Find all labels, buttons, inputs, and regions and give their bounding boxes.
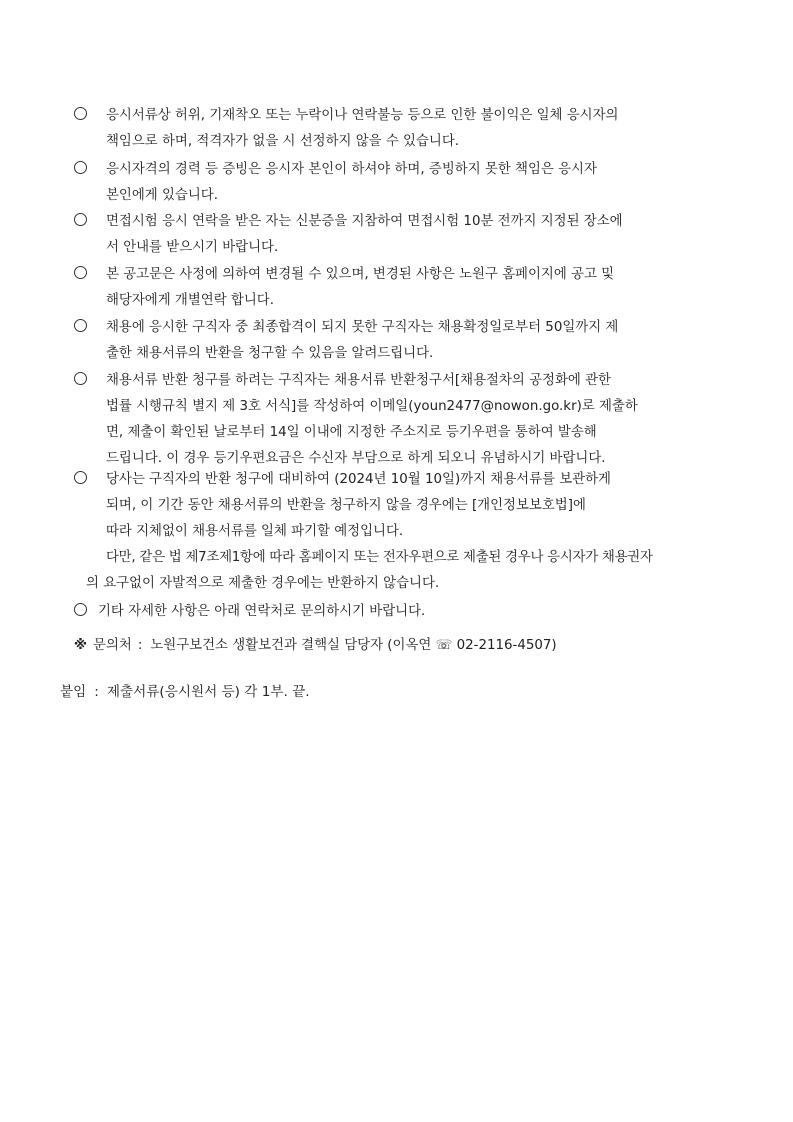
notice-line: 응시자격의 경력 등 증빙은 응시자 본인이 하셔야 하며, 증빙하지 못한 책임은 응시자 <box>106 162 597 177</box>
notice-line: 따라 지체없이 채용서류를 일체 파기할 예정입니다. <box>106 524 404 539</box>
notice-line: 서 안내를 받으시기 바랍니다. <box>106 240 279 255</box>
notice-line: 되며, 이 기간 동안 채용서류의 반환을 청구하지 않을 경우에는 [개인정보보호법]에 <box>106 498 586 513</box>
notice-line: 본인에게 있습니다. <box>106 188 218 203</box>
notice-line: 본 공고문은 사정에 의하여 변경될 수 있으며, 변경된 사항은 노원구 홈페이지에 공고 및 <box>106 267 615 282</box>
notice-item-6 <box>74 368 734 472</box>
circle-bullet-icon <box>74 599 96 625</box>
contact-colon: : <box>137 638 143 653</box>
notice-item-4 <box>74 262 734 314</box>
notice-line: 채용에 응시한 구직자 중 최종합격이 되지 못한 구직자는 채용확정일로부터 50일까지 제 <box>106 320 619 335</box>
notice-line: 출한 채용서류의 반환을 청구할 수 있음을 알려드립니다. <box>106 346 434 361</box>
circle-bullet-icon <box>74 262 96 288</box>
notice-item-8 <box>74 599 734 625</box>
notice-line: 응시서류상 허위, 기재착오 또는 누락이나 연락불능 등으로 인한 불이익은 일체 응시자의 <box>106 108 619 123</box>
notice-item-3 <box>74 209 734 261</box>
notice-line: 채용서류 반환 청구를 하려는 구직자는 채용서류 반환청구서[채용절차의 공정화에 관한 <box>106 373 611 388</box>
attachment-text: 제출서류(응시원서 등) 각 1부. 끝. <box>106 684 310 700</box>
attachment-note <box>60 679 310 705</box>
attachment-label: 붙임 <box>60 684 87 700</box>
notice-line: 의 요구없이 자발적으로 제출한 경우에는 반환하지 않습니다. <box>86 576 440 591</box>
circle-bullet-icon <box>74 157 96 183</box>
reference-mark: ※ <box>74 638 88 653</box>
contact-info <box>74 633 557 659</box>
notice-item-7 <box>74 467 734 597</box>
notice-line: 해당자에게 개별연락 합니다. <box>106 293 274 308</box>
contact-text: 노원구보건소 생활보건과 결핵실 담당자 (이옥연 ☏ 02-2116-4507) <box>150 638 557 653</box>
notice-item-2 <box>74 157 734 209</box>
circle-bullet-icon <box>74 315 96 341</box>
notice-item-5 <box>74 315 734 367</box>
notice-line: 면접시험 응시 연락을 받은 자는 신분증을 지참하여 면접시험 10분 전까지 지정된 장소에 <box>106 214 623 229</box>
circle-bullet-icon <box>74 209 96 235</box>
circle-bullet-icon <box>74 368 96 394</box>
notice-line: 면, 제출이 확인된 날로부터 14일 이내에 지정한 주소지로 등기우편을 통하여 발송해 <box>106 425 597 440</box>
notice-line: 법률 시행규칙 별지 제 3호 서식]를 작성하여 이메일(youn2477@nowon.go.kr)로 제출하 <box>106 399 638 414</box>
attachment-colon: : <box>94 684 99 700</box>
notice-line: 당사는 구직자의 반환 청구에 대비하여 (2024년 10월 10일)까지 채용서류를 보관하게 <box>106 472 611 487</box>
contact-label: 문의처 <box>93 638 132 653</box>
circle-bullet-icon <box>74 467 96 493</box>
notice-line: 기타 자세한 사항은 아래 연락처로 문의하시기 바랍니다. <box>98 604 426 619</box>
notice-line: 책임으로 하며, 적격자가 없을 시 선정하지 않을 수 있습니다. <box>106 134 460 149</box>
notice-item-1 <box>74 103 734 155</box>
notice-line: 드립니다. 이 경우 등기우편요금은 수신자 부담으로 하게 되오니 유념하시기 바랍니다. <box>106 451 606 466</box>
circle-bullet-icon <box>74 103 96 129</box>
notice-line: 다만, 같은 법 제7조제1항에 따라 홈페이지 또는 전자우편으로 제출된 경우나 응시자가 채용권자 <box>106 550 653 565</box>
